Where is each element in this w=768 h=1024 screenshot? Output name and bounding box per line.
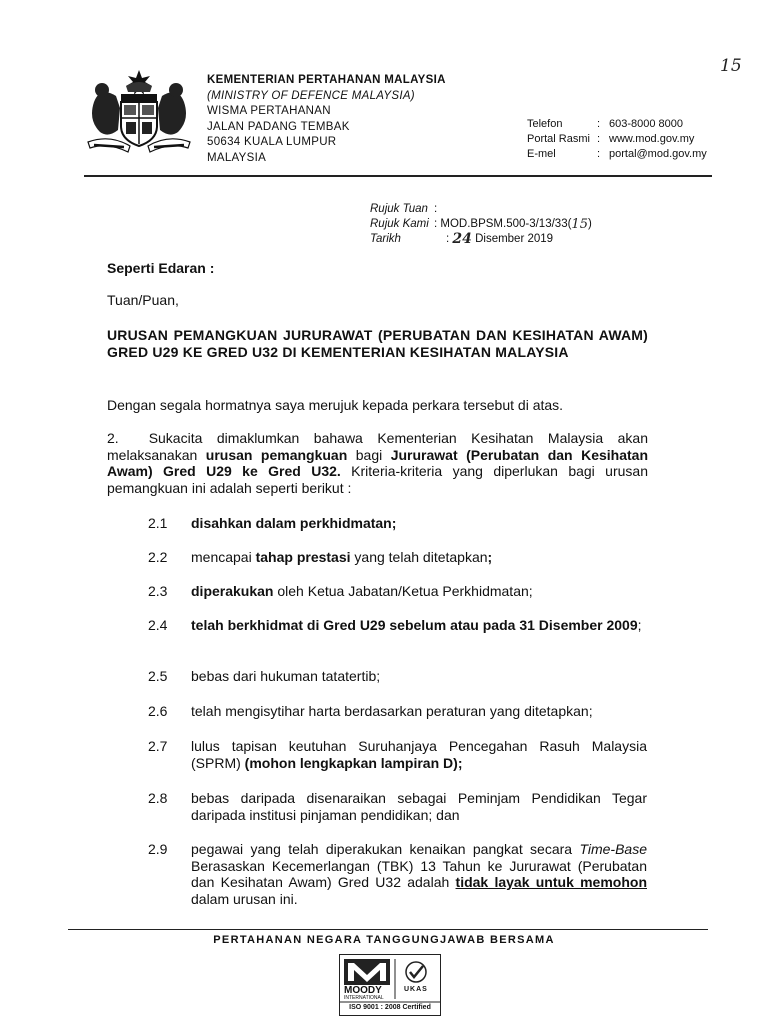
item-text: pegawai yang telah diperakukan kenaikan pangkat secara xyxy=(191,841,580,857)
criteria-item xyxy=(191,617,647,634)
item-bold: tahap prestasi xyxy=(255,549,351,565)
item-text: yang telah ditetapkan xyxy=(350,549,488,565)
paragraph-bold: Jururawat (Perubatan dan Kesihatan Awam) Gred U29 ke Gred U32. xyxy=(107,446,648,479)
item-number: 2.9 xyxy=(148,841,168,857)
cert-sub: INTERNATIONAL xyxy=(344,995,384,1001)
salutation: Tuan/Puan, xyxy=(107,292,179,308)
header-divider xyxy=(84,175,712,177)
item-bold: diperakukan xyxy=(191,583,274,599)
address-line: JALAN PADANG TEMBAK xyxy=(207,120,350,133)
rujuk-kami-label: Rujuk Kami xyxy=(370,218,429,230)
footer-divider xyxy=(68,929,708,930)
cert-brand: MOODY xyxy=(344,985,382,996)
criteria-item xyxy=(191,668,647,685)
tarikh-day-handwritten: 24 xyxy=(452,231,472,247)
paragraph-2 xyxy=(107,430,648,496)
letter-title: URUSAN PEMANGKUAN JURURAWAT (PERUBATAN DAN KESIHATAN AWAM) GRED U29 KE GRED U32 DI KEMENTERIAN KESIHATAN MALAYSIA xyxy=(107,327,648,360)
contact-value: 603-8000 8000 xyxy=(609,118,684,130)
address-line: WISMA PERTAHANAN xyxy=(207,105,331,117)
coat-of-arms-icon xyxy=(80,66,198,156)
criteria-item xyxy=(191,738,647,771)
item-number: 2.2 xyxy=(148,549,168,565)
item-text: oleh Ketua Jabatan/Ketua Perkhidmatan; xyxy=(273,583,533,599)
item-number: 2.3 xyxy=(148,583,168,599)
tarikh-label: Tarikh xyxy=(370,233,401,245)
tarikh-value: Disember 2019 xyxy=(475,233,554,245)
item-text: mencapai xyxy=(191,549,256,565)
contact-block: Telefon : 603-8000 8000 Portal Rasmi : www.mod.gov.my E-mel : portal@mod.gov.my xyxy=(527,118,707,160)
contact-value: www.mod.gov.my xyxy=(609,133,695,145)
item-text: dalam urusan ini. xyxy=(191,890,298,907)
item-text: telah mengisytihar harta berdasarkan peraturan yang ditetapkan; xyxy=(191,703,593,719)
item-text: bebas dari hukuman tatatertib; xyxy=(191,668,381,684)
paragraph-text: Sukacita dimaklumkan bahawa Kementerian Kesihatan Malaysia akan melaksanakan xyxy=(107,430,648,463)
item-text: lulus tapisan keutuhan Suruhanjaya Pencegahan Rasuh Malaysia (SPRM) xyxy=(191,738,647,771)
paragraph-number: 2. xyxy=(107,430,119,446)
item-number: 2.1 xyxy=(148,515,168,531)
rujuk-tuan-label: Rujuk Tuan xyxy=(370,203,428,215)
paragraph-bold: urusan pemangkuan xyxy=(205,446,348,463)
contact-label: Portal Rasmi xyxy=(527,133,590,145)
org-name: KEMENTERIAN PERTAHANAN MALAYSIA xyxy=(207,74,446,86)
item-number: 2.8 xyxy=(148,790,168,806)
rujuk-kami-handwritten: 15 xyxy=(571,217,588,232)
item-bold-underline: tidak layak untuk memohon xyxy=(455,874,647,890)
item-text: Berasaskan Kecemerlangan (TBK) 13 Tahun ke Jururawat (Perubatan dan Kesihatan Awam) Gred U32 adalah xyxy=(191,857,647,890)
item-number: 2.6 xyxy=(148,703,168,719)
item-bold: disahkan dalam perkhidmatan; xyxy=(191,515,397,531)
contact-value: portal@mod.gov.my xyxy=(609,148,707,160)
handwritten-page-number: 15 xyxy=(720,56,742,76)
address-line: MALAYSIA xyxy=(207,151,267,164)
rujuk-kami-value: MOD.BPSM.500-3/13/33( xyxy=(440,218,572,230)
criteria-item xyxy=(191,841,647,907)
org-name-english: (MINISTRY OF DEFENCE MALAYSIA) xyxy=(207,89,415,102)
cert-ukas: UKAS xyxy=(404,986,428,993)
item-text: ; xyxy=(457,754,463,771)
recipient: Seperti Edaran : xyxy=(107,260,215,276)
item-bold: telah berkhidmat di Gred U29 sebelum atau pada 31 Disember 2009 xyxy=(191,617,638,633)
item-number: 2.4 xyxy=(148,617,168,633)
opening-sentence: Dengan segala hormatnya saya merujuk kepada perkara tersebut di atas. xyxy=(107,397,564,413)
address-line: 50634 KUALA LUMPUR xyxy=(207,136,337,148)
criteria-item xyxy=(191,790,647,823)
criteria-item xyxy=(191,549,647,566)
contact-label: E-mel xyxy=(527,148,556,160)
item-bold: (mohon lengkapkan lampiran D) xyxy=(244,754,458,771)
item-italic: Time-Base xyxy=(579,841,647,857)
item-number: 2.5 xyxy=(148,668,168,684)
item-number: 2.7 xyxy=(148,738,168,754)
certification-logo xyxy=(339,954,441,1016)
reference-block: Rujuk Tuan : Rujuk Kami : MOD.BPSM.500-3/13/33( 15 ) Tarikh : 24 Disember 2019 xyxy=(370,203,592,247)
cert-iso: ISO 9001 : 2008 Certified xyxy=(349,1004,431,1011)
item-bold: ; xyxy=(487,549,493,565)
criteria-item xyxy=(191,583,647,600)
organisation-block xyxy=(207,73,446,166)
item-text: ; xyxy=(637,617,642,633)
criteria-item xyxy=(191,703,647,720)
item-text: bebas daripada disenaraikan sebagai Peminjam Pendidikan Tegar daripada institusi pinjaman pendidikan; dan xyxy=(191,790,647,823)
paragraph-text: bagi xyxy=(347,446,391,463)
paragraph-text: Kriteria-kriteria yang diperlukan bagi urusan pemangkuan ini adalah seperti berikut : xyxy=(107,463,648,496)
contact-label: Telefon xyxy=(527,118,563,130)
footer-motto: PERTAHANAN NEGARA TANGGUNGJAWAB BERSAMA xyxy=(213,934,555,946)
criteria-item xyxy=(191,515,647,532)
